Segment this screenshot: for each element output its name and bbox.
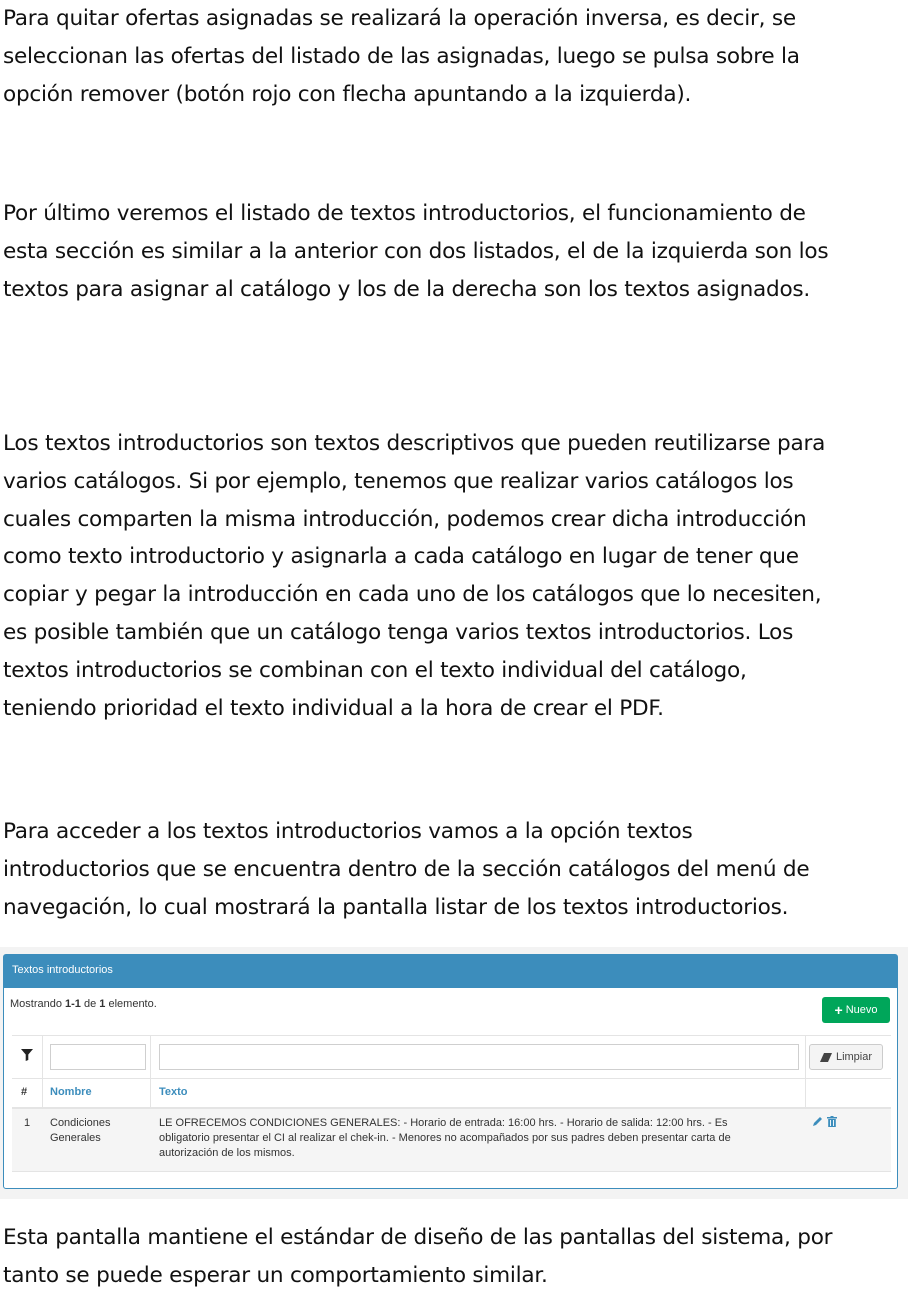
paragraph-remove-offers [3,0,913,113]
row-nombre: Condiciones Generales [50,1117,111,1144]
text-line: Esta pantalla mantiene el estándar de diseño de las pantallas del sistema, por [3,1225,833,1250]
text-line: teniendo prioridad el texto individual a la hora de crear el PDF. [3,695,664,721]
filter-nombre-input[interactable] [50,1044,146,1070]
clear-button-label: Limpiar [835,1051,873,1063]
funnel-icon [21,1049,33,1061]
pencil-icon[interactable] [812,1116,823,1127]
text-line: Por último veremos el listado de textos introductorios, el funcionamiento de [3,201,806,226]
new-button-label: Nuevo [845,1004,878,1016]
text-line: Para acceder a los textos introductorios vamos a la opción textos [3,819,693,844]
filter-row [12,1035,891,1079]
paragraph-intro-texts-list [3,195,913,308]
filter-texto-input[interactable] [159,1044,799,1070]
paragraph-intro-texts-description [3,425,913,727]
text-line: navegación, lo cual mostrará la pantalla listar de los textos introductorios. [3,894,789,920]
paragraph-access-intro-texts [3,813,913,926]
text-line: varios catálogos. Si por ejemplo, tenemos que realizar varios catálogos los [3,468,794,494]
text-line: tanto se puede esperar un comportamiento similar. [3,1262,548,1288]
trash-icon[interactable] [827,1116,837,1127]
pagination-summary: Mostrando 1-1 de 1 elemento. [10,998,157,1010]
column-header-index: # [21,1086,28,1098]
text-line: seleccionan las ofertas del listado de las asignadas, luego se pulsa sobre la [3,43,800,69]
row-index: 1 [24,1117,31,1129]
panel [3,954,898,1189]
row-texto: LE OFRECEMOS CONDICIONES GENERALES: - Horario de entrada: 16:00 hrs. - Horario de salida: 12:00 hrs. - Es obligatorio presentar el CI al realizar el chek-in. - Menores no acompañados por sus padres deben presentar carta de autorización de los mismos. [159,1117,731,1159]
text-line: esta sección es similar a la anterior con dos listados, el de la izquierda son los [3,238,829,264]
plus-icon: + [834,1002,843,1018]
clear-button[interactable] [809,1044,883,1070]
text-line: como texto introductorio y asignarla a cada catálogo en lugar de tener que [3,544,799,570]
text-line: Los textos introductorios son textos descriptivos que pueden reutilizarse para [3,431,826,456]
text-line: introductorios que se encuentra dentro de la sección catálogos del menú de [3,856,810,882]
table-header [12,1077,891,1109]
text-line: textos para asignar al catálogo y los de la derecha son los textos asignados. [3,276,811,302]
row-actions [812,1116,837,1127]
screenshot-intro-texts-list [0,947,908,1199]
column-header-nombre[interactable]: Nombre [50,1086,92,1098]
paragraph-standard-design [3,1219,913,1295]
panel-title: Textos introductorios [4,955,897,988]
text-line: es posible también que un catálogo tenga varios textos introductorios. Los [3,619,794,645]
text-line: opción remover (botón rojo con flecha apuntando a la izquierda). [3,81,692,107]
text-line: cuales comparten la misma introducción, podemos crear dicha introducción [3,506,807,532]
text-line: textos introductorios se combinan con el texto individual del catálogo, [3,657,747,683]
column-header-texto[interactable]: Texto [159,1086,188,1098]
table-row [12,1109,891,1171]
new-button[interactable] [822,997,890,1023]
text-line: copiar y pegar la introducción en cada uno de los catálogos que lo necesiten, [3,582,822,608]
text-line: Para quitar ofertas asignadas se realizará la operación inversa, es decir, se [3,6,796,31]
eraser-icon [820,1053,832,1062]
